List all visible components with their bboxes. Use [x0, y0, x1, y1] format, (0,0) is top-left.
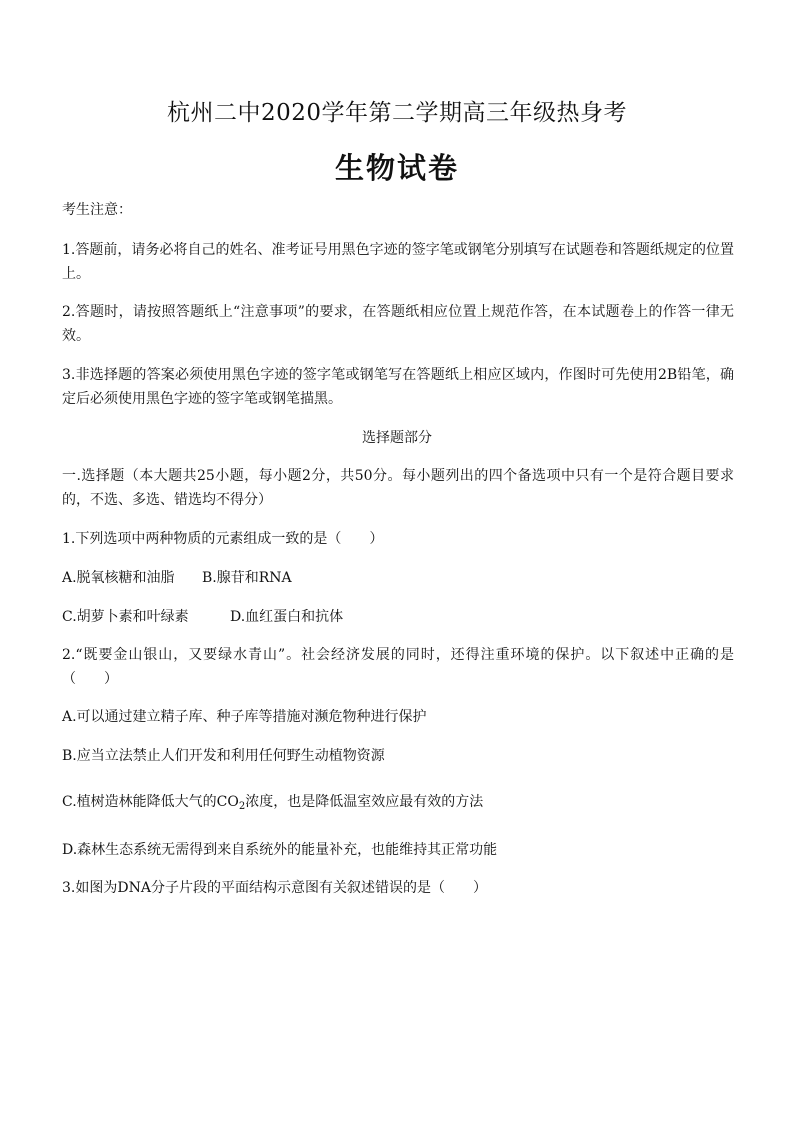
question-2-option-b: B.应当立法禁止人们开发和利用任何野生动植物资源 [62, 748, 385, 764]
question-1-options-row-1 [62, 566, 734, 590]
section-instruction: 一.选择题（本大题共25小题，每小题2分，共50分。每小题列出的四个备选项中只有一个是符合题目要求的，不选、多选、错选均不得分） [62, 468, 734, 508]
question-2-option-c [62, 790, 734, 814]
question-1-option-b: B.腺苷和RNA [202, 570, 292, 586]
question-1-option-a: A.脱氧核糖和油脂 [62, 570, 175, 586]
question-1-option-d: D.血红蛋白和抗体 [230, 609, 344, 625]
exam-title: 杭州二中2020学年第二学期高三年级热身考 [166, 100, 628, 126]
question-2-option-d: D.森林生态系统无需得到来自系统外的能量补充，也能维持其正常功能 [62, 842, 498, 858]
section-title: 选择题部分 [362, 430, 432, 446]
question-1-option-c: C.胡萝卜素和叶绿素 [62, 609, 189, 625]
notice-item-3: 3.非选择题的答案必须使用黑色字迹的签字笔或钢笔写在答题纸上相应区域内，作图时可先使用2B铅笔，确定后必须使用黑色字迹的签字笔或钢笔描黑。 [62, 367, 734, 407]
question-2-option-a: A.可以通过建立精子库、种子库等措施对濒危物种进行保护 [62, 709, 427, 725]
question-2-option-c-tail: 浓度，也是降低温室效应最有效的方法 [245, 794, 484, 810]
notice-item-2: 2.答题时，请按照答题纸上“注意事项”的要求，在答题纸相应位置上规范作答，在本试题卷上的作答一律无效。 [62, 304, 734, 344]
question-2-option-c-text: C.植树造林能降低大气的CO [62, 794, 239, 810]
question-3-stem: 3.如图为DNA分子片段的平面结构示意图有关叙述错误的是（ ） [62, 880, 487, 896]
question-1-options-row-2 [62, 605, 734, 629]
question-2-stem: 2.“既要金山银山，又要绿水青山”。社会经济发展的同时，还得注重环境的保护。以下叙述中正确的是（ ） [62, 647, 734, 687]
question-1-stem: 1.下列选项中两种物质的元素组成一致的是（ ） [62, 531, 384, 547]
subject-title: 生物试卷 [334, 151, 459, 185]
co2-subscript: 2 [238, 801, 246, 812]
notice-item-1: 1.答题前，请务必将自己的姓名、准考证号用黑色字迹的签字笔或钢笔分别填写在试题卷和答题纸规定的位置上。 [62, 242, 734, 282]
notice-heading: 考生注意： [62, 202, 132, 218]
